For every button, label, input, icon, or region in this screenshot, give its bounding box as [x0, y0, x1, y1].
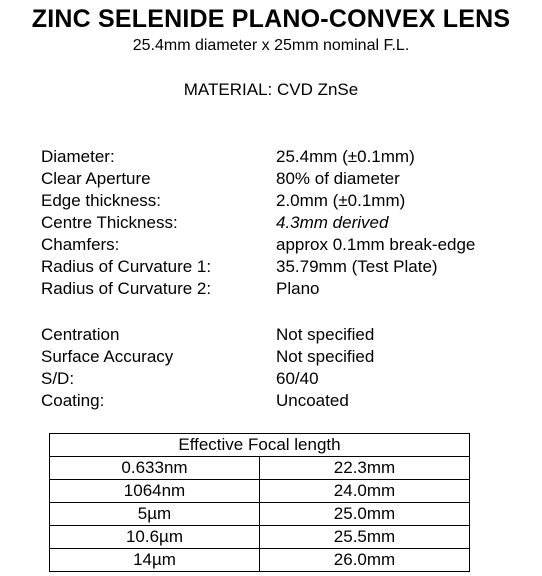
spec-row-radius-2 — [41, 278, 521, 300]
table-row — [50, 549, 470, 572]
wavelength-cell: 14µm — [50, 549, 260, 572]
table-header-row — [50, 434, 470, 457]
focal-length-cell: 22.3mm — [260, 457, 470, 480]
spec-row-centre-thickness — [41, 212, 521, 234]
specs-group-2 — [41, 324, 521, 412]
table-header: Effective Focal length — [50, 434, 470, 457]
table-row — [50, 503, 470, 526]
focal-length-cell: 26.0mm — [260, 549, 470, 572]
specs-group-1 — [41, 146, 521, 300]
table-row — [50, 480, 470, 503]
material-line: MATERIAL: CVD ZnSe — [183, 80, 359, 99]
spec-value: Uncoated — [276, 391, 349, 410]
spec-label: S/D: — [41, 369, 75, 388]
spec-label: Diameter: — [41, 147, 115, 166]
spec-row-centration — [41, 324, 521, 346]
spec-row-edge-thickness — [41, 190, 521, 212]
spec-value: 60/40 — [276, 369, 319, 388]
spec-value: 2.0mm (±0.1mm) — [276, 191, 406, 210]
focal-length-table — [49, 433, 470, 572]
spec-value: Not specified — [276, 325, 375, 344]
spec-label: Chamfers: — [41, 235, 120, 254]
spec-value: approx 0.1mm break-edge — [276, 235, 476, 254]
document-subtitle: 25.4mm diameter x 25mm nominal F.L. — [132, 37, 410, 54]
spec-row-surface-accuracy — [41, 346, 521, 368]
focal-length-cell: 25.5mm — [260, 526, 470, 549]
spec-value: Plano — [276, 279, 320, 298]
spec-label: Centration — [41, 325, 120, 344]
spec-value: 80% of diameter — [276, 169, 400, 188]
spec-value: 25.4mm (±0.1mm) — [276, 147, 415, 166]
spec-value: Not specified — [276, 347, 375, 366]
spec-value: 4.3mm derived — [276, 213, 389, 232]
spec-label: Surface Accuracy — [41, 347, 174, 366]
wavelength-cell: 1064nm — [50, 480, 260, 503]
spec-label: Clear Aperture — [41, 169, 151, 188]
spec-value: 35.79mm (Test Plate) — [276, 257, 438, 276]
table-row — [50, 526, 470, 549]
spec-row-radius-1 — [41, 256, 521, 278]
spec-label: Coating: — [41, 391, 105, 410]
table-row — [50, 457, 470, 480]
focal-length-cell: 24.0mm — [260, 480, 470, 503]
spec-label: Radius of Curvature 2: — [41, 279, 212, 298]
spec-row-clear-aperture — [41, 168, 521, 190]
spec-row-diameter — [41, 146, 521, 168]
focal-length-cell: 25.0mm — [260, 503, 470, 526]
spec-row-scratch-dig — [41, 368, 521, 390]
spec-label: Centre Thickness: — [41, 213, 178, 232]
document-title: ZINC SELENIDE PLANO-CONVEX LENS — [31, 5, 511, 33]
wavelength-cell: 10.6µm — [50, 526, 260, 549]
spec-row-coating — [41, 390, 521, 412]
wavelength-cell: 0.633nm — [50, 457, 260, 480]
wavelength-cell: 5µm — [50, 503, 260, 526]
spec-row-chamfers — [41, 234, 521, 256]
spec-label: Edge thickness: — [41, 191, 162, 210]
spec-label: Radius of Curvature 1: — [41, 257, 212, 276]
